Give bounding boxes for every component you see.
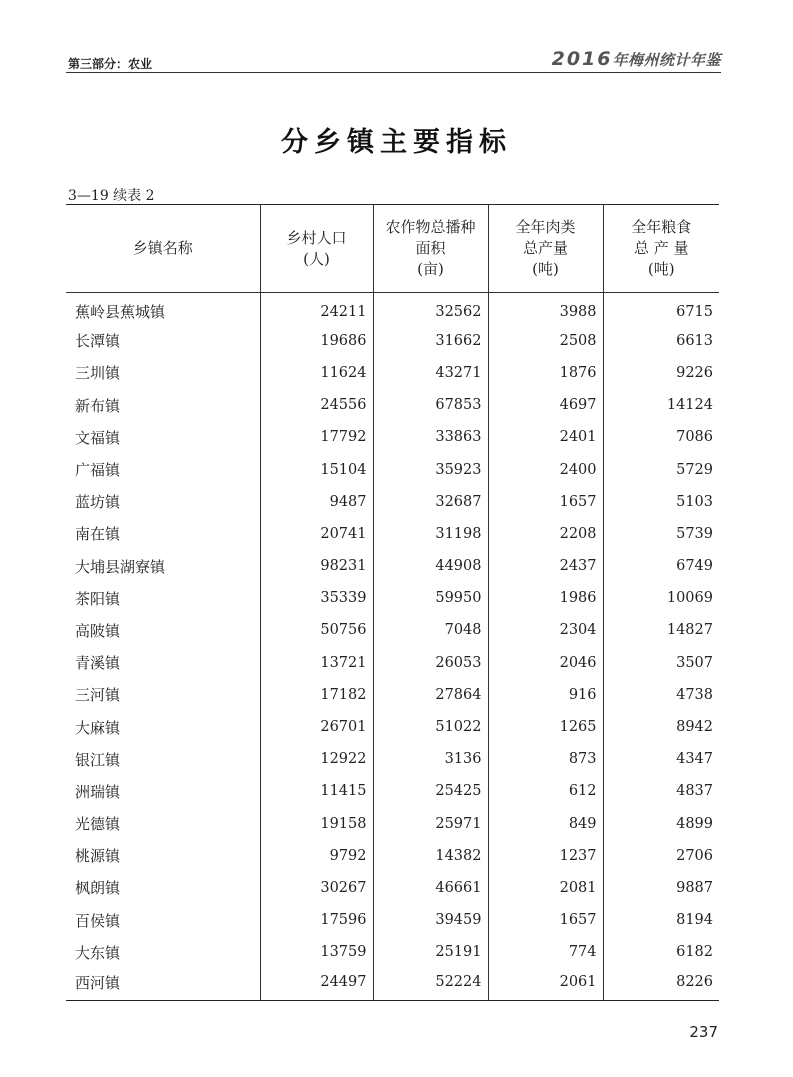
page-number: 237 (689, 1023, 718, 1041)
town-name-cell: 西河镇 (75, 973, 121, 992)
town-name-cell: 三圳镇 (75, 364, 121, 383)
value-cell: 17596 (260, 904, 373, 936)
value-cell: 4347 (603, 743, 719, 775)
table-row (66, 357, 719, 389)
value-cell: 32687 (373, 486, 488, 518)
table-row (66, 775, 719, 807)
town-name-cell: 茶阳镇 (75, 589, 121, 608)
value-cell: 51022 (373, 711, 488, 743)
town-name-cell: 大埔县湖寮镇 (75, 557, 166, 576)
value-cell: 25191 (373, 936, 488, 968)
value-cell: 5729 (603, 453, 719, 485)
value-cell: 9887 (603, 872, 719, 904)
value-cell: 15104 (260, 453, 373, 485)
town-name-cell: 蓝坊镇 (75, 493, 121, 512)
column-header (603, 205, 719, 293)
value-cell: 14827 (603, 614, 719, 646)
value-cell: 31198 (373, 518, 488, 550)
value-cell: 3136 (373, 743, 488, 775)
yearbook-name: 年梅州统计年鉴 (612, 51, 721, 69)
value-cell: 774 (488, 936, 603, 968)
value-cell: 6715 (603, 293, 719, 325)
table-row (66, 743, 719, 775)
column-header-line: (亩) (417, 260, 444, 278)
column-header-line: 全年粮食 (631, 218, 692, 236)
table-row (66, 808, 719, 840)
value-cell: 67853 (373, 389, 488, 421)
value-cell: 24497 (260, 968, 373, 1000)
value-cell: 5103 (603, 486, 719, 518)
table-row (66, 679, 719, 711)
table-row (66, 711, 719, 743)
value-cell: 12922 (260, 743, 373, 775)
table-row (66, 325, 719, 357)
table-row (66, 550, 719, 582)
table-row (66, 486, 719, 518)
town-name-cell: 青溪镇 (75, 654, 121, 673)
value-cell: 1657 (488, 486, 603, 518)
table-row (66, 904, 719, 936)
value-cell: 25971 (373, 808, 488, 840)
town-name-cell: 长潭镇 (75, 332, 121, 351)
table-row (66, 647, 719, 679)
town-name-cell: 新布镇 (75, 396, 121, 415)
value-cell: 6182 (603, 936, 719, 968)
value-cell: 2061 (488, 968, 603, 1000)
column-header (260, 205, 373, 293)
statistics-table (66, 204, 719, 1001)
value-cell: 11624 (260, 357, 373, 389)
value-cell: 9792 (260, 840, 373, 872)
table-row (66, 968, 719, 1000)
table-body (66, 293, 719, 1001)
value-cell: 43271 (373, 357, 488, 389)
town-name-cell: 南在镇 (75, 525, 121, 544)
table-row (66, 936, 719, 968)
town-name-cell: 洲瑞镇 (75, 782, 121, 801)
town-name-cell: 高陂镇 (75, 621, 121, 640)
table-row (66, 389, 719, 421)
value-cell: 13721 (260, 647, 373, 679)
value-cell: 849 (488, 808, 603, 840)
value-cell: 52224 (373, 968, 488, 1000)
value-cell: 13759 (260, 936, 373, 968)
value-cell: 6749 (603, 550, 719, 582)
value-cell: 3507 (603, 647, 719, 679)
value-cell: 2401 (488, 421, 603, 453)
town-name-cell: 蕉岭县蕉城镇 (75, 303, 166, 322)
value-cell: 3988 (488, 293, 603, 325)
value-cell: 2508 (488, 325, 603, 357)
town-name-cell: 枫朗镇 (75, 879, 121, 898)
yearbook-title (552, 48, 721, 70)
column-header (488, 205, 603, 293)
value-cell: 11415 (260, 775, 373, 807)
column-header-line: 全年肉类 (515, 218, 576, 236)
column-header-line: 农作物总播种 (385, 218, 476, 236)
table-row (66, 421, 719, 453)
value-cell: 5739 (603, 518, 719, 550)
town-name-cell: 百侯镇 (75, 911, 121, 930)
column-header-line: 总产量 (522, 239, 568, 257)
value-cell: 46661 (373, 872, 488, 904)
value-cell: 2046 (488, 647, 603, 679)
column-header-line: (吨) (647, 260, 675, 278)
value-cell: 20741 (260, 518, 373, 550)
table-row (66, 872, 719, 904)
value-cell: 612 (488, 775, 603, 807)
value-cell: 39459 (373, 904, 488, 936)
value-cell: 26701 (260, 711, 373, 743)
value-cell: 2208 (488, 518, 603, 550)
value-cell: 9487 (260, 486, 373, 518)
value-cell: 6613 (603, 325, 719, 357)
table-row (66, 518, 719, 550)
value-cell: 10069 (603, 582, 719, 614)
column-header (373, 205, 488, 293)
table-row (66, 614, 719, 646)
value-cell: 2706 (603, 840, 719, 872)
value-cell: 4899 (603, 808, 719, 840)
value-cell: 873 (488, 743, 603, 775)
town-name-cell: 广福镇 (75, 461, 121, 480)
town-name-cell: 大东镇 (75, 943, 121, 962)
value-cell: 30267 (260, 872, 373, 904)
value-cell: 1986 (488, 582, 603, 614)
value-cell: 19686 (260, 325, 373, 357)
value-cell: 2400 (488, 453, 603, 485)
value-cell: 32562 (373, 293, 488, 325)
value-cell: 1657 (488, 904, 603, 936)
value-cell: 8226 (603, 968, 719, 1000)
value-cell: 2304 (488, 614, 603, 646)
value-cell: 8194 (603, 904, 719, 936)
yearbook-year: 2016 (551, 48, 613, 70)
table-row (66, 453, 719, 485)
table-row (66, 582, 719, 614)
column-header-line: 乡村人口 (286, 228, 347, 247)
value-cell: 24556 (260, 389, 373, 421)
value-cell: 7086 (603, 421, 719, 453)
table-header (66, 205, 719, 293)
page-title: 分乡镇主要指标 (281, 127, 512, 158)
value-cell: 59950 (373, 582, 488, 614)
column-header (66, 205, 260, 293)
value-cell: 26053 (373, 647, 488, 679)
town-name-cell: 三河镇 (75, 686, 121, 705)
table-caption: 3—19 续表 2 (68, 188, 155, 204)
table-row (66, 293, 719, 325)
value-cell: 35923 (373, 453, 488, 485)
value-cell: 8942 (603, 711, 719, 743)
value-cell: 19158 (260, 808, 373, 840)
value-cell: 4738 (603, 679, 719, 711)
value-cell: 24211 (260, 293, 373, 325)
header-rule (66, 72, 721, 73)
value-cell: 98231 (260, 550, 373, 582)
column-header-line: 乡镇名称 (132, 239, 193, 257)
value-cell: 17792 (260, 421, 373, 453)
town-name-cell: 文福镇 (75, 428, 121, 447)
value-cell: 50756 (260, 614, 373, 646)
value-cell: 14124 (603, 389, 719, 421)
column-header-line: 面积 (415, 239, 446, 257)
value-cell: 2437 (488, 550, 603, 582)
value-cell: 31662 (373, 325, 488, 357)
value-cell: 27864 (373, 679, 488, 711)
town-name-cell: 桃源镇 (75, 847, 121, 866)
column-header-line: (吨) (532, 260, 559, 278)
town-name-cell: 银江镇 (75, 750, 121, 769)
value-cell: 7048 (373, 614, 488, 646)
town-name-cell: 大麻镇 (75, 718, 121, 737)
value-cell: 17182 (260, 679, 373, 711)
value-cell: 1876 (488, 357, 603, 389)
table-row (66, 840, 719, 872)
value-cell: 1237 (488, 840, 603, 872)
value-cell: 4697 (488, 389, 603, 421)
value-cell: 2081 (488, 872, 603, 904)
value-cell: 14382 (373, 840, 488, 872)
column-header-line: 总 产 量 (633, 239, 689, 257)
town-name-cell: 光德镇 (75, 815, 121, 834)
value-cell: 25425 (373, 775, 488, 807)
value-cell: 916 (488, 679, 603, 711)
section-label: 第三部分：农业 (68, 57, 153, 71)
value-cell: 9226 (603, 357, 719, 389)
value-cell: 35339 (260, 582, 373, 614)
value-cell: 1265 (488, 711, 603, 743)
value-cell: 33863 (373, 421, 488, 453)
value-cell: 44908 (373, 550, 488, 582)
column-header-line: (人) (303, 249, 330, 268)
value-cell: 4837 (603, 775, 719, 807)
